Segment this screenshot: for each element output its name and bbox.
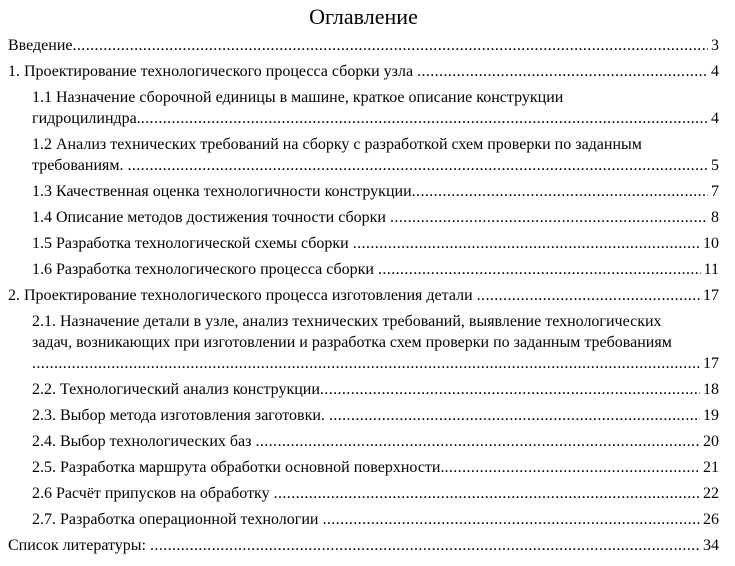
dot-leader: [390, 207, 708, 228]
dot-leader: [378, 259, 701, 280]
page-number: 19: [703, 407, 719, 424]
toc-entry[interactable]: [8, 509, 719, 530]
dot-leader: [73, 35, 709, 56]
toc-line: [8, 35, 719, 56]
dot-leader: [127, 155, 708, 176]
toc-title: Оглавление: [309, 4, 418, 29]
toc-entry-text: 1. Проектирование технологического процесса сборки узла: [8, 63, 418, 80]
page-number: 4: [711, 63, 719, 80]
toc-entry[interactable]: [8, 483, 719, 504]
toc-entry-text: задач, возникающих при изготовлении и разработка схем проверки по заданным требованиям: [32, 334, 672, 351]
page-number: 10: [703, 235, 719, 252]
toc-entry[interactable]: [8, 35, 719, 56]
toc-entry[interactable]: [8, 134, 719, 176]
toc-entry-text: 2.1. Назначение детали в узле, анализ технических требований, выявление технологических: [32, 313, 662, 330]
dot-leader: [412, 181, 708, 202]
page-number: 18: [703, 381, 719, 398]
dot-leader: [32, 353, 700, 374]
dot-leader: [329, 405, 700, 426]
toc-line: [32, 457, 719, 478]
toc-entry-text: 2.4. Выбор технологических баз: [32, 433, 256, 450]
dot-leader: [150, 535, 700, 556]
dot-leader: [322, 509, 700, 530]
toc-line: [32, 379, 719, 400]
page-number: 7: [711, 183, 719, 200]
toc-entry-text: 1.4 Описание методов достижения точности сборки: [32, 209, 390, 226]
toc-list: [8, 35, 719, 556]
page-number: 4: [711, 110, 719, 127]
toc-line: [32, 207, 719, 228]
toc-entry-text: Список литературы:: [8, 537, 150, 554]
toc-entry[interactable]: [8, 457, 719, 478]
page-number: 21: [703, 459, 719, 476]
toc-entry-text: гидроцилиндра.: [32, 110, 141, 127]
toc-entry-text: 1.5 Разработка технологической схемы сборки: [32, 235, 353, 252]
toc-entry-text: 2.6 Расчёт припусков на обработку: [32, 485, 274, 502]
toc-entry[interactable]: [8, 233, 719, 254]
page-number: 20: [703, 433, 719, 450]
toc-entry[interactable]: [8, 259, 719, 280]
dot-leader: [274, 483, 700, 504]
page-number: 26: [703, 511, 719, 528]
toc-entry-text: требованиям.: [32, 157, 128, 174]
dot-leader: [444, 457, 700, 478]
page-number: 3: [711, 37, 719, 54]
page-number: 11: [703, 261, 719, 278]
page-number: 17: [703, 355, 719, 372]
page-number: 34: [703, 537, 719, 554]
toc-line: [32, 509, 719, 530]
dot-leader: [141, 108, 708, 129]
toc-entry-text: 2.3. Выбор метода изготовления заготовки.: [32, 407, 329, 424]
toc-entry[interactable]: [8, 87, 719, 129]
toc-entry-text: 1.3 Качественная оценка технологичности конструкции: [32, 183, 412, 200]
toc-entry[interactable]: [8, 311, 719, 374]
dot-leader: [477, 285, 700, 306]
toc-line: [8, 285, 719, 306]
toc-line: [32, 353, 719, 374]
page-number: 22: [703, 485, 719, 502]
toc-line: [32, 405, 719, 426]
toc-entry-text: 1.1 Назначение сборочной единицы в машине, краткое описание конструкции: [32, 89, 564, 106]
toc-entry[interactable]: [8, 207, 719, 228]
dot-leader: [320, 379, 700, 400]
toc-entry-text: 2.2. Технологический анализ конструкции: [32, 381, 320, 398]
dot-leader: [417, 61, 708, 82]
page-number: 8: [711, 209, 719, 226]
page-number: 5: [711, 157, 719, 174]
toc-line: [32, 259, 719, 280]
toc-line: [32, 108, 719, 129]
toc-entry[interactable]: [8, 285, 719, 306]
page-number: 17: [703, 287, 719, 304]
toc-line: [32, 483, 719, 504]
toc-line: [32, 332, 719, 353]
toc-entry[interactable]: [8, 535, 719, 556]
dot-leader: [255, 431, 700, 452]
dot-leader: [353, 233, 700, 254]
toc-entry-text: 1.2 Анализ технических требований на сборку с разработкой схем проверки по заданным: [32, 136, 642, 153]
toc-line: [32, 181, 719, 202]
toc-entry[interactable]: [8, 405, 719, 426]
toc-entry-text: 2.5. Разработка маршрута обработки основной поверхности.: [32, 459, 445, 476]
toc-entry[interactable]: [8, 379, 719, 400]
toc-line: [8, 61, 719, 82]
toc-line: [32, 155, 719, 176]
toc-entry-text: 2.7. Разработка операционной технологии: [32, 511, 323, 528]
toc-entry[interactable]: [8, 431, 719, 452]
toc-line: [32, 134, 719, 155]
toc-line: [32, 87, 719, 108]
toc-entry[interactable]: [8, 61, 719, 82]
toc-entry-text: 1.6 Разработка технологического процесса сборки: [32, 261, 378, 278]
toc-line: [32, 431, 719, 452]
toc-line: [8, 535, 719, 556]
toc-line: [32, 311, 719, 332]
toc-entry-text: 2. Проектирование технологического процесса изготовления детали: [8, 287, 477, 304]
toc-entry[interactable]: [8, 181, 719, 202]
toc-entry-text: Введение: [8, 37, 73, 54]
toc-line: [32, 233, 719, 254]
